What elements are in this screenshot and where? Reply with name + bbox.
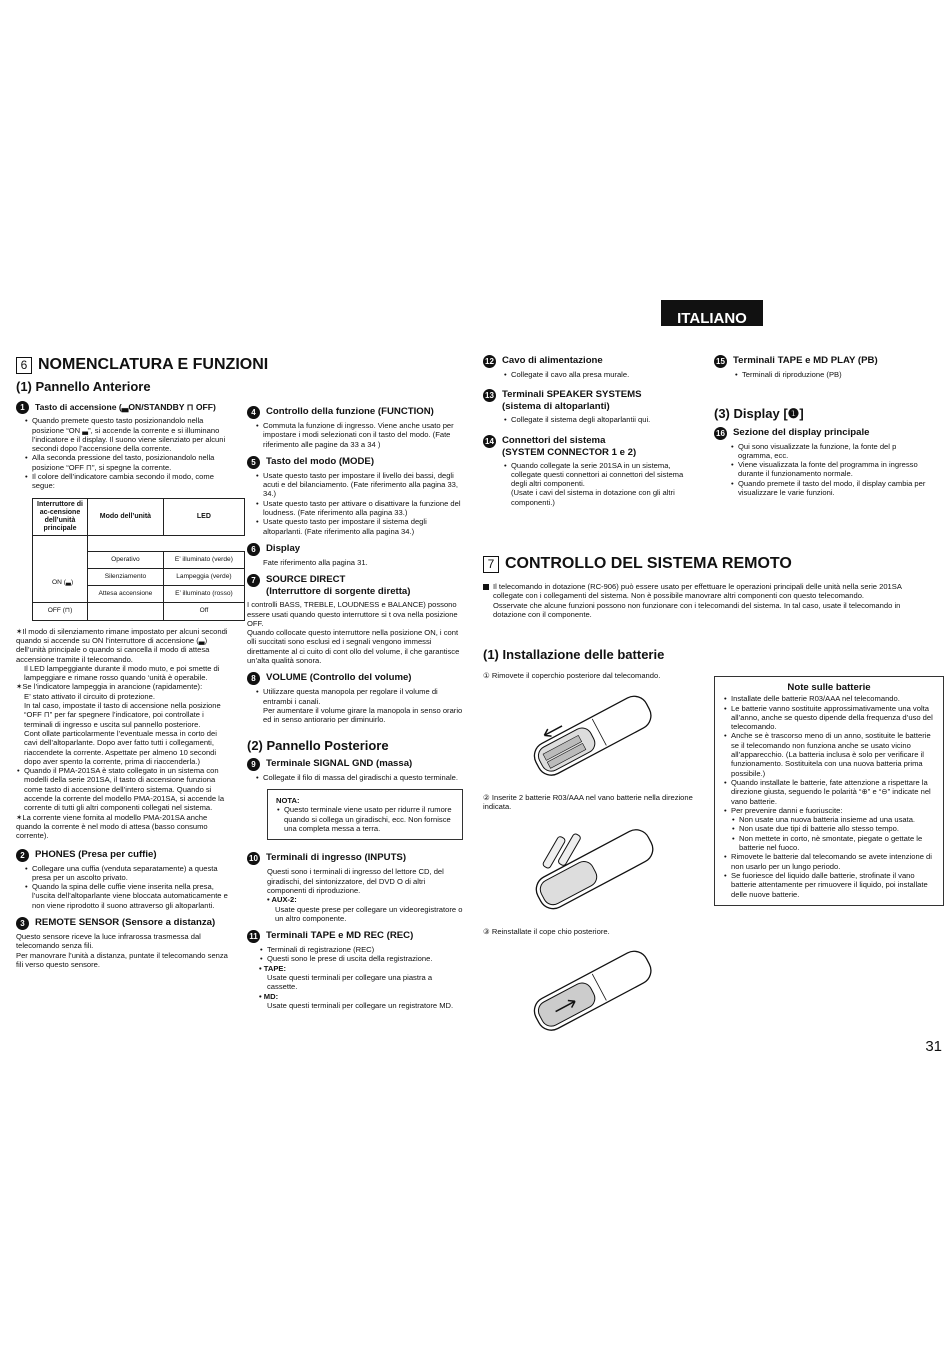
table-cell: E’ illuminato (rosso): [163, 585, 244, 602]
table-cell: Operativo: [88, 551, 164, 568]
bullet: • Commuta la funzione di ingresso. Viene anche usato per impostare i modi selezionati con il tasto del modo. (Fate riferimento alle pagine da 33 a 34 ): [255, 421, 463, 449]
front-panel-title: (1) Pannello Anteriore: [16, 379, 151, 394]
item-title: Connettori del sistema: [502, 434, 606, 446]
item-number-badge: 2: [16, 849, 29, 862]
item-subtitle: (sistema di altoparlanti): [502, 401, 610, 413]
language-tab: ITALIANO: [661, 300, 763, 326]
item-title: Terminali TAPE e MD REC (REC): [266, 930, 414, 942]
item-5: [247, 456, 463, 536]
item-number-badge: 7: [247, 574, 260, 587]
item-title: Terminali TAPE e MD PLAY (PB): [733, 355, 878, 366]
item-number-badge: 4: [247, 406, 260, 419]
bullet: • Collegare una cuffia (venduta separatamente) a questa presa per un ascolto privato.: [24, 864, 232, 883]
section-7-heading: [483, 555, 792, 573]
bullet: • Installate delle batterie R03/AAA nel telecomando.: [723, 694, 935, 703]
text: (Usate i cavi del sistema in dotazione con gli altri componenti.): [511, 488, 675, 507]
step-1: ① Rimovete il coperchio posteriore dal telecomando.: [483, 671, 661, 680]
item-title: Terminali di ingresso (INPUTS): [266, 852, 407, 864]
page-number: 31: [925, 1038, 942, 1055]
column-4: [714, 355, 932, 504]
text: Per manovrare l’unità a distanza, puntate il telecomando senza fili verso questo sensore.: [16, 950, 228, 969]
item-title: Terminali SPEAKER SYSTEMS: [502, 389, 642, 401]
item-7: [247, 574, 463, 665]
bullet: • Utilizzare questa manopola per regolare il volume di entrambi i canali.: [255, 687, 463, 706]
item-3: [16, 917, 232, 969]
bullet: • Terminali di riproduzione (PB): [734, 370, 932, 379]
led-table: [32, 498, 245, 621]
text: Usate queste prese per collegare un videoregistratore o un altro componente.: [275, 904, 463, 923]
bullet: • Viene visualizzata la fonte del programma in ingresso durante il funzionamento normale.: [730, 460, 932, 479]
label: • AUX-2:: [267, 895, 297, 905]
square-bullet-icon: [483, 584, 489, 590]
item-number-badge: 11: [247, 930, 260, 943]
bullet: • Alla seconda pressione del tasto, posizionandolo nella posizione “OFF ⊓”, si spegne la corrente.: [24, 453, 232, 472]
item-title: Sezione del display principale: [733, 426, 870, 438]
item-title: Display: [266, 542, 301, 554]
column-1: [16, 379, 233, 976]
bullet: • Il colore dell’indicatore cambia secondo il modo, come segue:: [24, 472, 232, 491]
column-2: [247, 406, 463, 1017]
bullet: • Non usate due tipi di batterie allo stesso tempo.: [731, 824, 935, 833]
table-header: Modo dell’unità: [88, 498, 164, 535]
item-number-badge: 10: [247, 852, 260, 865]
bullet: • Quando installate le batterie, fate attenzione a rispettare la direzione giusta, seguendo le polarità “⊕” e “⊖” indicate nel vano batterie.: [723, 778, 935, 806]
battery-notes-box: [714, 676, 944, 906]
bullet: • Terminali di registrazione (REC): [259, 945, 463, 954]
text: Usate questi terminali per collegare un registratore MD.: [267, 1000, 454, 1010]
section-title: NOMENCLATURA E FUNZIONI: [38, 356, 269, 373]
text: Quando collocate questo interruttore nella posizione ON, i cont olli succitati sono esclusi ed i segnali vengono immessi direttamente al ci cuito di cont ollo del volume, il che garantisce un’alta qualità sonora.: [247, 628, 460, 666]
remote-open-cover-illustration: [520, 690, 660, 782]
item-title: Controllo della funzione (FUNCTION): [266, 406, 434, 417]
notes-title: Note sulle batterie: [787, 682, 871, 693]
bullet: • Non usate una nuova batteria insieme ad una usata.: [731, 815, 935, 824]
note-mute: [16, 627, 232, 841]
item-title: VOLUME (Controllo del volume): [266, 672, 412, 684]
item-13: [483, 389, 699, 424]
paragraph: Osservate che alcune funzioni possono non funzionare con i telecomandi del sistema. In tal caso, usate il telecomando in dotazione con il componente.: [493, 600, 901, 619]
remote-close-cover-illustration: [520, 945, 660, 1037]
label: • MD:: [259, 991, 279, 1001]
item-1: [16, 401, 232, 490]
bullet: • Usate questo tasto per impostare il livello dei bassi, degli acuti e del bilanciamento. (Fate riferimento alla pagina 33, 34.): [255, 471, 463, 499]
bullet: • Collegate il filo di massa del giradischi a questo terminale.: [255, 773, 463, 782]
nota-box: [267, 789, 463, 840]
item-number-badge: 6: [247, 543, 260, 556]
bullet: • Questo terminale viene usato per ridurre il rumore quando si collega un giradischi, ecc. Non fornisce una completa messa a terra.: [276, 805, 454, 833]
table-cell: Lampeggia (verde): [163, 568, 244, 585]
column-3: [483, 355, 699, 514]
text: Questo sensore riceve la luce infrarossa trasmessa dal telecomando senza fili.: [16, 931, 201, 951]
text: I controlli BASS, TREBLE, LOUDNESS e BALANCE) possono essere usati quando questo interruttore si t ova nella posizione OFF.: [247, 600, 458, 628]
item-number-badge: 16: [714, 427, 727, 440]
item-number-badge: 12: [483, 355, 496, 368]
item-title: REMOTE SENSOR (Sensore a distanza): [35, 916, 216, 928]
item-number-badge: 9: [247, 758, 260, 771]
bullet: • Quando la spina delle cuffie viene inserita nella presa, l’uscita dell’altoparlante viene bloccata automaticamente e non viene riprodotto il suono attraverso gli altoparlanti.: [24, 882, 232, 910]
item-title: Tasto del modo (MODE): [266, 455, 375, 467]
item-9: [247, 758, 463, 782]
item-4: [247, 406, 463, 449]
item-6: [247, 543, 463, 567]
item-title: PHONES (Presa per cuffie): [35, 848, 157, 860]
item-16: [714, 427, 932, 498]
display-title: (3) Display [❶]: [714, 406, 804, 422]
item-number-badge: 15: [714, 355, 727, 368]
bullet: • Non mettete in corto, nè smontate, piegate o gettate le batterie nel fuoco.: [731, 834, 935, 853]
item-14: [483, 435, 699, 507]
item-8: [247, 672, 463, 724]
item-number-badge: 13: [483, 389, 496, 402]
text: Usate questi terminali per collegare una piastra a cassette.: [267, 972, 433, 992]
item-12: [483, 355, 699, 379]
item-title: Cavo di alimentazione: [502, 355, 603, 366]
bullet: • Quando collegate la serie 201SA in un sistema, collegate questi connettori ai connettori del sistema degli altri componenti.: [503, 461, 699, 489]
item-subtitle: (Interruttore di sorgente diretta): [266, 586, 411, 598]
bullet: • Collegate il sistema degli altoparlantii qui.: [503, 415, 699, 424]
note-text: Cont ollate particolarmente l’eventuale messa in corto dei cavi dell’altoparlante. Dopo aver fatto tutti i collegamenti, riaccendete la corrente. Aspettate per almeno 10 secondi dopo aver spento la corrente, prima di riaccenderla.): [24, 728, 217, 766]
item-number-badge: 8: [247, 672, 260, 685]
table-cell: Silenziamento: [88, 568, 164, 585]
item-11: [247, 930, 463, 1010]
note-text: ✶La corrente viene fornita al modello PMA-201SA anche quando la corrente è nel modo di attesa (basso consumo corrente).: [16, 812, 208, 841]
item-subtitle: (SYSTEM CONNECTOR 1 e 2): [502, 446, 637, 458]
text: Questi sono i terminali di ingresso del lettore CD, del giradischi, del sintonizzatore, del DVD O di altri componenti di riproduzione.: [267, 867, 444, 895]
item-title: Tasto di accensione (▃ON/STANDBY ⊓ OFF): [35, 402, 216, 413]
item-title: SOURCE DIRECT: [266, 574, 346, 586]
note-text: In tal caso, impostate il tasto di accensione nella posizione “OFF ⊓” per far spegnere l’indicatore, poi controllate i terminali di ingresso e uscita sul pannello posteriore.: [24, 701, 221, 729]
item-10: [247, 852, 463, 923]
item-title: Terminale SIGNAL GND (massa): [266, 757, 413, 769]
item-number-badge: 14: [483, 435, 496, 448]
section-number: 7: [483, 556, 499, 573]
remote-insert-batteries-illustration: [520, 820, 660, 912]
bullet: • Rimovete le batterie dal telecomando se avete intenzione di non usarlo per un lungo periodo.: [723, 852, 935, 871]
item-15: [714, 355, 932, 379]
item-number-badge: 5: [247, 456, 260, 469]
table-cell: Attesa accensione: [88, 585, 164, 602]
table-cell: Off: [163, 602, 244, 620]
table-header: Interruttore di ac-censione dell’unità principale: [33, 498, 88, 535]
bullet: • Collegate il cavo alla presa murale.: [503, 370, 699, 379]
table-header: LED: [163, 498, 244, 535]
bullet: • Quando premete il tasto del modo, il display cambia per visualizzare le varie funzioni.: [730, 479, 932, 498]
bullet: • Questi sono le prese di uscita della registrazione.: [259, 954, 463, 963]
nota-title: NOTA:: [276, 796, 300, 806]
note-text: E’ stato attivato il circuito di protezione.: [24, 691, 155, 701]
section-number: 6: [16, 357, 32, 374]
label: • TAPE:: [259, 963, 286, 973]
text: Per aumentare il volume girare la manopola in senso orario ed in senso antiorario per diminuirlo.: [263, 705, 463, 725]
note-text: • Quando il PMA-201SA è stato collegato in un sistema con modelli della serie 201SA, il tasto di accensione funziona come tasto di accensione dell’intero sistema. Quando si accende la corrente del modello PMA-201SA, si accende la corrente di tutti gli altri componenti collegati nel sistema.: [16, 766, 232, 812]
bullet: • Anche se è trascorso meno di un anno, sostituite le batterie se il telecomando non funziona anche se usato vicino all’apparecchio. (La batteria inclusa è solo per verificare il funzionamento. Sostituitela con una nuova batteria prima possibile.): [723, 731, 935, 777]
item-2: [16, 849, 232, 910]
section-title: CONTROLLO DEL SISTEMA REMOTO: [505, 555, 792, 572]
bullet: • Qui sono visualizzate la funzione, la fonte del p ogramma, ecc.: [730, 442, 932, 461]
bullet: • Quando premete questo tasto posizionandolo nella posizione “ON ▃”, si accende la corrente e si illuminano l’indicatore e il display. Il suono viene silenziato per alcuni secondi dopo l’accensione della corrente.: [24, 416, 232, 453]
table-cell: OFF (⊓): [33, 602, 88, 620]
note-text: ✶Se l’indicatore lampeggia in arancione (rapidamente):: [16, 682, 203, 692]
item-number-badge: 1: [16, 401, 29, 414]
section-7-intro: [483, 582, 931, 619]
table-cell: E’ illuminato (verde): [163, 551, 244, 568]
bullet: • Le batterie vanno sostituite approssimativamente una volta all’anno, anche se questo dipende della frequenza d’uso del telecomando.: [723, 704, 935, 732]
bullet: • Per prevenire danni e fuoriuscite:: [723, 806, 935, 815]
text: Fate riferimento alla pagina 31.: [263, 557, 368, 567]
note-text: ✶Il modo di silenziamento rimane impostato per alcuni secondi quando si accende su ON l’interruttore di accensione (▃) dell’unità principale o quando si cancella il modo di attesa accensione tramite il telecomando.: [16, 626, 228, 664]
step-2: ② Inserite 2 batterie R03/AAA nel vano batterie nella direzione indicata.: [483, 793, 693, 812]
paragraph: Il telecomando in dotazione (RC-906) può essere usato per effettuare le operazioni principali delle unità nella serie 201SA collegate con i collegamenti del sistema. Non è possibile manovrare altri componenti con questo telecomando.: [493, 582, 902, 601]
table-on-label: ON (▃): [52, 579, 74, 586]
rear-panel-title: (2) Pannello Posteriore: [247, 737, 389, 753]
bullet: • Usate questo tasto per attivare o disattivare la funzione del loudness. (Fate riferimento alla pagina 33.): [255, 499, 463, 518]
bullet: • Se fuoriesce del liquido dalle batterie, strofinate il vano batterie attentamente per rimuovere il liquido, poi installate delle nuove batterie.: [723, 871, 935, 899]
bullet: • Usate questo tasto per impostare il sistema degli altoparlanti. (Fate riferimento alla pagina 34.): [255, 517, 463, 536]
note-text: Il LED lampeggiante durante il modo muto, e poi smette di lampeggiare e rimane rosso quando ‘unità è operabile.: [24, 663, 220, 683]
section-6-heading: [16, 356, 268, 374]
step-3: ③ Reinstallate il cope chio posteriore.: [483, 927, 610, 936]
battery-install-title: (1) Installazione delle batterie: [483, 647, 665, 662]
item-number-badge: 3: [16, 917, 29, 930]
